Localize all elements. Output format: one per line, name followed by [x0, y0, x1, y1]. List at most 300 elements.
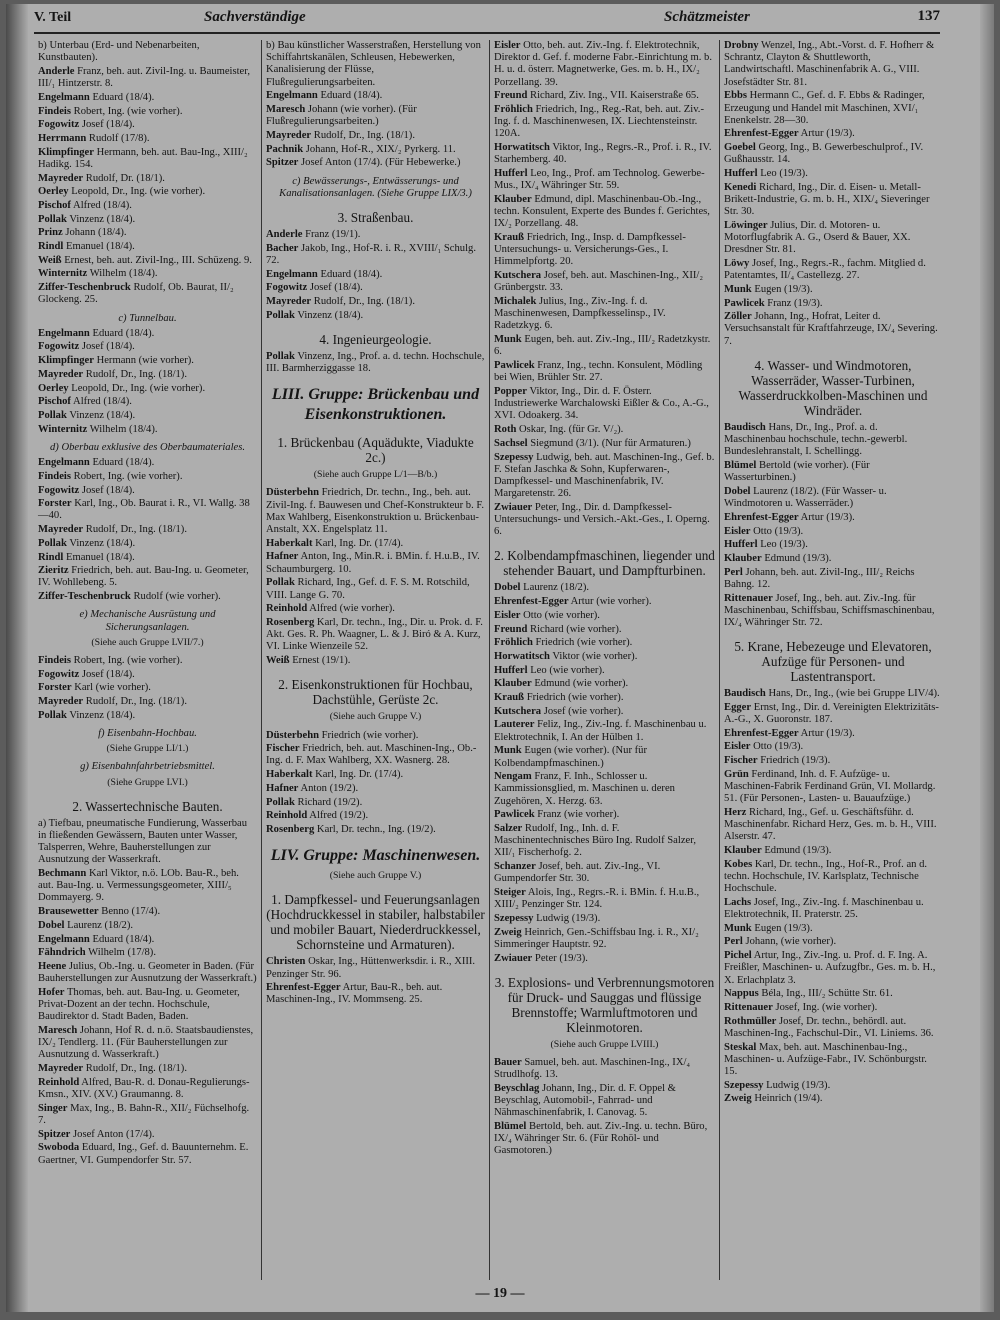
- directory-entry: [38, 920, 257, 932]
- cross-reference-note: (Siehe auch Gruppe V.): [329, 870, 422, 882]
- directory-entry: [38, 1025, 257, 1062]
- entry-details: Otto (19/3).: [753, 525, 804, 537]
- directory-entry: [724, 807, 942, 844]
- entry-details: Edmund (19/3).: [764, 552, 832, 564]
- directory-entry: [266, 603, 485, 615]
- directory-entry: [38, 1077, 257, 1101]
- entry-name: Ehrenfest-Egger: [724, 511, 799, 523]
- entry-name: Salzer: [494, 823, 523, 835]
- entry-details: Otto (19/3).: [753, 741, 804, 753]
- directory-entry: [494, 168, 715, 192]
- entry-name: Fischer: [724, 755, 758, 767]
- directory-entry: [38, 119, 257, 131]
- entry-name: Weiß: [266, 655, 290, 667]
- entry-name: Düsterbehn: [266, 729, 319, 741]
- directory-entry: [724, 182, 942, 219]
- directory-entry: [494, 296, 715, 333]
- entry-details: Peter (19/3).: [534, 952, 588, 964]
- entry-details: Alfred (18/4).: [73, 199, 132, 211]
- directory-entry: [724, 923, 942, 935]
- entry-name: Munk: [494, 745, 522, 757]
- cross-reference-note: (Siehe Gruppe LVI.): [107, 776, 188, 788]
- entry-details: Georg, Ing., B. Gewerbeschulprof., IV. Gußhausstr. 14.: [724, 142, 924, 166]
- directory-entry: [38, 200, 257, 212]
- entry-name: Klimpfinger: [38, 146, 94, 158]
- directory-entry: [724, 298, 942, 310]
- directory-entry: [724, 486, 942, 510]
- entry-details: Franz (19/3).: [767, 297, 823, 309]
- entry-name: Ehrenfest-Egger: [724, 128, 799, 140]
- directory-entry: [38, 961, 257, 985]
- directory-entry: [494, 334, 715, 358]
- entry-name: Löwy: [724, 257, 750, 269]
- entry-name: Rindl: [38, 551, 64, 563]
- directory-entry: [266, 157, 485, 169]
- entry-name: Winternitz: [38, 268, 88, 280]
- directory-entry: [38, 906, 257, 918]
- directory-entry: [494, 665, 715, 677]
- entry-name: Mayreder: [38, 1063, 84, 1075]
- entry-details: Rudolf, Dr., Ing. (18/1).: [85, 1063, 187, 1075]
- entry-name: Kutschera: [494, 270, 542, 282]
- entry-details: Artur, Bau-R., beh. aut. Maschinen-Ing., IV. Mommseng. 25.: [266, 982, 443, 1006]
- section-heading: 4. Ingenieurgeologie.: [319, 331, 432, 347]
- directory-entry: [494, 692, 715, 704]
- entry-name: Klauber: [724, 552, 762, 564]
- directory-entry: [724, 128, 942, 140]
- directory-entry: [724, 728, 942, 740]
- directory-entry: [494, 1083, 715, 1120]
- entry-details: Karl, Dr. techn., Ing. (19/2).: [316, 823, 436, 835]
- entry-details: Vinzenz (18/4).: [69, 709, 136, 721]
- entry-details: Hans, Dr., Ing., Prof. a. d. Maschinenbau hochschule, techn.-gewerbl. Bundeslehranstalt, I. Schellingg.: [724, 421, 908, 458]
- column-1: [34, 40, 262, 1280]
- subsection-heading: c) Bewässerungs-, Entwässerungs- und Kanalisationsanlagen. (Siehe Gruppe LIX/3.): [279, 175, 472, 199]
- entry-name: Lauterer: [494, 719, 535, 731]
- group-heading: LIV. Gruppe: Maschinenwesen.: [270, 847, 481, 865]
- entry-name: Rittenauer: [724, 1002, 773, 1013]
- directory-entry: [266, 310, 485, 322]
- entry-details: Eduard (18/4).: [320, 268, 383, 280]
- entry-name: Perl: [724, 566, 743, 578]
- entry-details: Julius, Dir. d. Motoren- u. Motorflugfabrik A. G., Oserd & Bauer, XX. Dresdner Str. 81.: [724, 219, 911, 256]
- entry-details: Johann (18/4).: [65, 227, 127, 239]
- entry-details: Hermann (wie vorher).: [96, 355, 194, 367]
- directory-entry: [266, 797, 485, 809]
- entry-name: Fähndrich: [38, 947, 86, 959]
- entry-name: Findeis: [38, 105, 71, 117]
- section-heading: 3. Explosions- und Verbrennungsmotoren für Druck- und Sauggas und flüssige Brennstoffe; Warmluftmotoren und Kleinmotoren.: [494, 974, 715, 1035]
- entry-name: Heene: [38, 961, 67, 972]
- entry-details: Eduard (18/4).: [92, 91, 155, 103]
- entry-details: Laurenz (18/2).: [67, 919, 134, 931]
- directory-entry: [266, 40, 485, 89]
- entry-name: Ziffer-Teschenbruck: [38, 591, 131, 603]
- entry-name: Roth: [494, 424, 517, 436]
- entry-name: Kobes: [724, 858, 753, 870]
- entry-name: Engelmann: [38, 933, 90, 945]
- directory-entry: [38, 241, 257, 253]
- entry-details: Wilhelm (18/4).: [89, 423, 158, 435]
- directory-entry: [494, 1121, 715, 1158]
- entry-name: Munk: [724, 922, 752, 934]
- entry-name: Mayreder: [38, 696, 84, 708]
- entry-name: Pollak: [38, 709, 67, 721]
- directory-entry: [724, 741, 942, 753]
- entry-name: Rittenauer: [724, 592, 773, 604]
- entry-name: Ehrenfest-Egger: [266, 982, 341, 994]
- directory-entry: [266, 351, 485, 375]
- entry-details: Josef Anton (17/4).: [73, 1128, 155, 1140]
- directory-entry: [266, 229, 485, 241]
- column-2: [262, 40, 490, 1280]
- entry-name: Fogowitz: [38, 484, 80, 496]
- directory-entry: [266, 730, 485, 742]
- entry-name: Mayreder: [266, 129, 312, 141]
- directory-entry: [266, 243, 485, 267]
- entry-name: Pachnik: [266, 143, 304, 155]
- cross-reference-note: (Siehe auch Gruppe V.): [329, 711, 422, 723]
- entry-details: Richard (wie vorher).: [530, 623, 622, 635]
- directory-entry: [38, 383, 257, 395]
- entry-details: Wilhelm (17/8).: [88, 947, 156, 959]
- entry-details: Josef, beh. aut. Maschinen-Ing., XII/₂ Grünbergstr. 33.: [494, 270, 704, 294]
- directory-entry: [724, 1002, 942, 1014]
- entry-details: Benno (17/4).: [101, 906, 161, 918]
- directory-entry: [724, 1093, 942, 1105]
- entry-details: Hermann C., Gef. d. F. Ebbs & Radinger, Erzeugung und Handel mit Maschinen, XVI/₁ Enenkelstr. 28—30.: [724, 90, 925, 126]
- directory-entry: [38, 538, 257, 550]
- entry-name: Steskal: [724, 1041, 757, 1053]
- entry-details: Rudolf, Ing., Inh. d. F. Maschinentechnisches Büro Ing. Rudolf Salzer, XII/₁ Fischerhofg. 2.: [494, 823, 696, 859]
- entry-details: Rudolf (17/8).: [88, 132, 150, 144]
- entry-name: Forster: [38, 682, 72, 694]
- directory-entry: [38, 173, 257, 185]
- entry-name: Singer: [38, 1102, 68, 1114]
- entry-name: Löwinger: [724, 219, 768, 231]
- entry-details: Rudolf, Dr., Ing. (18/1).: [313, 295, 415, 307]
- directory-entry: [38, 485, 257, 497]
- directory-entry: [724, 142, 942, 166]
- entry-details: Richard, Ing., Gef. d. F. S. M. Rotschild, VIII. Lange G. 70.: [266, 577, 470, 601]
- entry-name: Freund: [494, 90, 528, 102]
- entry-name: Munk: [724, 283, 752, 295]
- entry-details: Karl, Ing. Dr. (17/4).: [315, 769, 404, 781]
- entry-details: Friedrich, beh. aut. Bau-Ing. u. Geometer, IV. Wohllebeng. 5.: [38, 565, 249, 589]
- directory-entry: [724, 988, 942, 1000]
- entry-details: Julius, Ob.-Ing. u. Geometer in Baden. (Für Bauherstellungen zur Ausnutzung der Wasserkraft.): [38, 961, 257, 985]
- entry-name: Ehrenfest-Egger: [494, 596, 569, 608]
- directory-entry: [38, 66, 257, 90]
- entry-details: Franz (19/1).: [305, 228, 361, 240]
- entry-details: Karl, Ing., Ob. Baurat i. R., VI. Wallg. 38—40.: [38, 498, 250, 522]
- directory-entry: [38, 214, 257, 226]
- entry-details: Wenzel, Ing., Abt.-Vorst. d. F. Hofherr & Schrantz, Clayton & Shuttleworth, Landwirtschaftl. Maschinenfabrik A. G., VIII. Josefstädter Str. 81.: [724, 40, 935, 88]
- entry-name: Lachs: [724, 896, 752, 908]
- directory-entry: [266, 130, 485, 142]
- subsection-heading: c) Tunnelbau.: [118, 312, 177, 324]
- entry-name: Fogowitz: [266, 282, 308, 294]
- entry-details: Hermann, beh. aut. Bau-Ing., XIII/₂ Hadikg. 154.: [38, 146, 248, 170]
- entry-details: Josef, Ing., Ziv.-Ing. f. Maschinenbau u. Elektrotechnik, II. Praterstr. 25.: [724, 896, 924, 921]
- entry-details: Viktor (wie vorher).: [552, 650, 638, 662]
- entry-name: Klauber: [494, 193, 532, 205]
- directory-entry: [494, 596, 715, 608]
- entry-name: Pawlicek: [494, 360, 535, 372]
- entry-name: Prinz: [38, 227, 63, 239]
- directory-entry: [38, 328, 257, 340]
- entry-name: Fogowitz: [38, 668, 80, 680]
- entry-details: Edmund (wie vorher).: [534, 678, 629, 690]
- entry-details: Artur, Ing., Ziv.-Ing. u. Prof. d. F. Ing. A. Freißler, Maschinen- u. Aufzugfbr., Ges. m. b. H., X. Erlachplatz 3.: [724, 950, 936, 986]
- entry-name: Reinhold: [266, 603, 308, 615]
- entry-name: Zweig: [494, 926, 522, 938]
- entry-details: Max, beh. aut. Maschinenbau-Ing., Maschinen- u. Aufzüge-Fabr., IV. Schönburgstr. 15.: [724, 1041, 927, 1078]
- directory-entry: [724, 1016, 942, 1040]
- entry-details: a) Tiefbau, pneumatische Fundierung, Wasserbau in fließenden Gewässern, Bauten unter Wasser, Talsperren, Wehre, Bauherstellungen zur Ausnutzung der Wasserkraft.: [38, 817, 248, 866]
- directory-entry: [494, 809, 715, 821]
- entry-details: Friedrich (19/3).: [760, 755, 831, 767]
- directory-entry: [266, 783, 485, 795]
- cross-reference-note: (Siehe auch Gruppe LVIII.): [550, 1038, 659, 1050]
- entry-details: Alois, Ing., Regrs.-R. i. BMin. f. H.u.B., XIII/₂ Penzinger Str. 124.: [494, 887, 700, 911]
- directory-entry: [494, 927, 715, 951]
- entry-details: Vinzenz (18/4).: [69, 213, 136, 225]
- directory-entry: [38, 669, 257, 681]
- entry-name: Findeis: [38, 654, 71, 666]
- entry-details: Eugen (19/3).: [754, 283, 813, 295]
- directory-entry: [724, 311, 942, 348]
- directory-entry: [266, 824, 485, 836]
- entry-name: Eisler: [494, 609, 521, 621]
- entry-details: Josef Anton (17/4). (Für Hebewerke.): [301, 157, 461, 169]
- entry-name: Maresch: [38, 1025, 78, 1037]
- entry-name: Forster: [38, 498, 72, 510]
- directory-entry: [724, 845, 942, 857]
- entry-details: Artur (wie vorher).: [570, 596, 652, 608]
- directory-entry: [724, 90, 942, 127]
- entry-details: Otto (wie vorher).: [523, 609, 600, 621]
- directory-entry: [38, 282, 257, 306]
- entry-name: Spitzer: [38, 1128, 71, 1140]
- entry-name: Fröhlich: [494, 637, 533, 649]
- entry-name: Pollak: [266, 309, 295, 321]
- directory-entry: [38, 396, 257, 408]
- entry-name: Engelmann: [266, 268, 318, 280]
- entry-name: Winternitz: [38, 423, 88, 435]
- directory-entry: [38, 133, 257, 145]
- directory-entry: [724, 422, 942, 459]
- running-head-left: Sachverständige: [204, 9, 306, 25]
- directory-entry: [38, 106, 257, 118]
- entry-details: Laurenz (18/2).: [523, 582, 590, 594]
- entry-details: Eugen, beh. aut. Ziv.-Ing., III/₂ Radetzkystr. 6.: [494, 334, 711, 358]
- entry-details: Eduard, Ing., Gef. d. Bauunternehm. E. Gaertner, VI. Gumpendorfer Str. 57.: [38, 1142, 249, 1166]
- directory-entry: [494, 651, 715, 663]
- entry-details: Laurenz (18/2). (Für Wasser- u. Windmotoren u. Wasserräder.): [724, 485, 887, 510]
- entry-name: Hufferl: [724, 539, 758, 551]
- directory-entry: [724, 950, 942, 987]
- entry-details: Leo, Ing., Prof. am Technolog. Gewerbe-Mus., IX/₄ Währinger Str. 59.: [494, 168, 705, 192]
- directory-entry: [38, 255, 257, 267]
- entry-name: Brausewetter: [38, 906, 99, 918]
- entry-name: Bechmann: [38, 868, 87, 880]
- entry-details: Vinzenz (18/4).: [69, 537, 136, 549]
- directory-entry: [38, 498, 257, 522]
- entry-details: Leo (19/3).: [760, 168, 808, 180]
- entry-name: Horwatitsch: [494, 142, 550, 154]
- entry-details: Johann (wie vorher). (Für Flußregulierungsarbeiten.): [266, 104, 417, 128]
- directory-entry: [38, 524, 257, 536]
- entry-details: Johann, beh. aut. Zivil-Ing., III/₂ Reichs Bahng. 12.: [724, 566, 915, 590]
- entry-name: Herrmann: [38, 132, 87, 144]
- directory-entry: [494, 678, 715, 690]
- entry-name: Rindl: [38, 241, 64, 253]
- entry-name: Klimpfinger: [38, 355, 94, 367]
- entry-details: Eduard (18/4).: [92, 933, 155, 945]
- entry-name: Mayreder: [38, 172, 84, 184]
- directory-entry: [38, 1063, 257, 1075]
- entry-name: Ehrenfest-Egger: [724, 727, 799, 739]
- entry-name: Bacher: [266, 242, 299, 254]
- directory-entry: [494, 745, 715, 769]
- entry-name: Reinhold: [266, 810, 308, 822]
- entry-details: Ernst, Ing., Dir. d. Vereinigten Elektrizitäts-A.-G., X. Guoronstr. 187.: [724, 701, 939, 726]
- section-heading: 2. Eisenkonstruktionen für Hochbau, Dachstühle, Gerüste 2c.: [278, 677, 473, 708]
- directory-entry: [38, 1129, 257, 1141]
- entry-name: Hofer: [38, 986, 65, 998]
- directory-entry: [266, 577, 485, 601]
- entry-name: Sachsel: [494, 437, 528, 449]
- entry-details: Josef, Ing., beh. aut. Ziv.-Ing. für Maschinenbau, Schiffsbau, Schiffsmaschinenbau, IX/₄ Währinger Str. 72.: [724, 592, 935, 628]
- entry-details: Artur (19/3).: [800, 511, 855, 523]
- cross-reference-note: (Siehe Gruppe LI/1.): [106, 743, 189, 755]
- directory-entry: [38, 268, 257, 280]
- directory-entry: [266, 982, 485, 1006]
- entry-details: Rudolf, Ob. Baurat, II/₂ Glockeng. 25.: [38, 282, 234, 306]
- subsection-heading: f) Eisenbahn-Hochbau.: [98, 727, 197, 739]
- entry-details: Otto, beh. aut. Ziv.-Ing. f. Elektrotechnik, Direktor d. Gef. f. moderne Fabr.-Einrichtung m. b. H. u. d. österr. Magnetwerke, Ges. m. b. H., IX/₂ Porzellang. 39.: [494, 40, 712, 88]
- directory-entry: [494, 232, 715, 269]
- entry-details: Rudolf (wie vorher).: [133, 591, 221, 603]
- directory-entry: [38, 410, 257, 422]
- entry-name: Mayreder: [38, 368, 84, 380]
- directory-entry: [38, 934, 257, 946]
- entry-name: Zwiauer: [494, 501, 533, 513]
- entry-details: Ernest (19/1).: [292, 655, 351, 667]
- entry-name: Hufferl: [494, 168, 528, 180]
- entry-name: Ebbs: [724, 90, 747, 102]
- directory-entry: [266, 769, 485, 781]
- directory-entry: [724, 593, 942, 630]
- entry-name: Nappus: [724, 988, 759, 1000]
- entry-details: Julius, Ing., Ziv.-Ing. f. d. Maschinenwesen, Dampfkesselinsp., IV. Radetzkyg. 6.: [494, 296, 666, 332]
- entry-details: Josef (18/4).: [309, 282, 363, 294]
- directory-entry: [38, 471, 257, 483]
- directory-entry: [724, 936, 942, 948]
- entry-name: Perl: [724, 936, 743, 948]
- directory-entry: [38, 186, 257, 198]
- entry-details: Friedrich, beh. aut. Maschinen-Ing., Ob.-Ing. d. F. Max Wahlberg, XX. Wasnerg. 28.: [266, 743, 477, 767]
- entry-name: Pawlicek: [724, 297, 765, 309]
- entry-details: Alfred (wie vorher).: [309, 603, 395, 615]
- entry-details: Viktor, Ing., Dir. d. F. Österr. Industriewerke Warchalowski Eißler & Co., A.-G., XVI. Odoakerg. 34.: [494, 385, 709, 422]
- entry-name: Dobel: [494, 582, 521, 594]
- directory-entry: [724, 168, 942, 180]
- directory-entry: [266, 743, 485, 767]
- entry-name: Pollak: [266, 350, 295, 362]
- entry-name: Rosenberg: [266, 823, 315, 835]
- entry-details: Johann, Hof-R., XIX/₂ Pyrkerg. 11.: [305, 143, 456, 155]
- directory-entry: [266, 487, 485, 536]
- entry-details: Alfred (18/4).: [73, 396, 132, 408]
- entry-details: Franz (wie vorher).: [537, 809, 620, 821]
- directory-entry: [266, 655, 485, 667]
- entry-details: Richard, Ziv. Ing., VII. Kaiserstraße 65.: [530, 90, 699, 102]
- section-heading: 1. Brückenbau (Aquädukte, Viadukte 2c.): [277, 435, 474, 466]
- directory-entry: [266, 956, 485, 980]
- entry-details: Samuel, beh. aut. Maschinen-Ing., IX/₄ Strudlhofg. 13.: [494, 1057, 691, 1081]
- entry-name: Herz: [724, 806, 747, 818]
- entry-details: Josef, Ing., Regrs.-R., fachm. Mitglied d. Patentamtes, II/₄ Castellezg. 27.: [724, 257, 926, 282]
- entry-name: Pollak: [266, 577, 295, 589]
- entry-details: Jakob, Ing., Hof-R. i. R., XVIII/₁ Schulg. 72.: [266, 242, 476, 266]
- entry-details: Franz, beh. aut. Zivil-Ing. u. Baumeister, III/₁ Hintzerstr. 8.: [38, 65, 250, 90]
- directory-entry: [724, 258, 942, 282]
- entry-name: Swoboda: [38, 1142, 80, 1154]
- entry-name: Christen: [266, 956, 306, 968]
- entry-name: Ziffer-Teschenbruck: [38, 282, 131, 294]
- directory-entry: [38, 565, 257, 589]
- group-heading: LIII. Gruppe: Brückenbau und Eisenkonstruktionen.: [271, 386, 480, 424]
- column-3: [490, 40, 720, 1280]
- directory-entry: [38, 424, 257, 436]
- entry-details: Friedrich (wie vorher).: [526, 692, 624, 704]
- entry-name: Michalek: [494, 296, 537, 308]
- running-head-right: Schätzmeister: [664, 9, 750, 25]
- entry-name: Anderle: [266, 228, 303, 240]
- cross-reference-note: (Siehe auch Gruppe LVII/7.): [91, 636, 204, 648]
- entry-details: Rudolf, Dr., Ing. (18/1).: [85, 696, 187, 708]
- entry-name: Baudisch: [724, 688, 766, 700]
- directory-entry: [38, 868, 257, 905]
- entry-details: Leopold, Dr., Ing. (wie vorher).: [71, 186, 206, 198]
- entry-name: Pollak: [38, 409, 67, 421]
- entry-details: Bertold, beh. aut. Ziv.-Ing. u. techn. Büro, IX/₄ Währinger Str. 6. (Für Rohöl- und Gasmotoren.): [494, 1121, 708, 1157]
- entry-details: Ludwig (19/3).: [766, 1079, 831, 1091]
- directory-entry: [494, 502, 715, 539]
- entry-name: Rothmüller: [724, 1015, 777, 1027]
- entry-name: Drobny: [724, 40, 759, 51]
- entry-name: Pollak: [38, 213, 67, 225]
- entry-details: Eduard (18/4).: [92, 457, 155, 469]
- directory-entry: [494, 823, 715, 860]
- entry-details: Ferdinand, Inh. d. F. Aufzüge- u. Maschinen-Fabrik Ferdinand Grün, VI. Mollardg. 51. (Für Personen-, Lasten- u. Bauaufzüge.): [724, 768, 936, 805]
- section-heading: 2. Kolbendampfmaschinen, liegender und stehender Bauart, und Dampfturbinen.: [494, 548, 715, 579]
- directory-entry: [266, 104, 485, 128]
- entry-details: Ernest, beh. aut. Zivil-Ing., III. Schüzeng. 9.: [64, 254, 252, 266]
- directory-entry: [38, 710, 257, 722]
- entry-details: Rudolf, Dr., Ing. (18/1).: [85, 524, 187, 536]
- entry-name: Egger: [724, 701, 752, 713]
- entry-details: Johann, (wie vorher).: [745, 936, 837, 948]
- entry-details: Peter, Ing., Dir. d. Dampfkessel-Untersuchungs- und Versich.-Akt.-Ges., I. Operng. 6.: [494, 501, 710, 538]
- entry-details: Richard, Ing., Gef. u. Geschäftsführ. d. Maschinenfabr. Richard Herz, Ges. m. b. H., VIII. Alserstr. 47.: [724, 806, 937, 843]
- entry-name: Pischof: [38, 396, 71, 408]
- entry-name: Blümel: [494, 1121, 527, 1133]
- entry-name: Dobel: [38, 919, 65, 931]
- directory-entry: [724, 702, 942, 726]
